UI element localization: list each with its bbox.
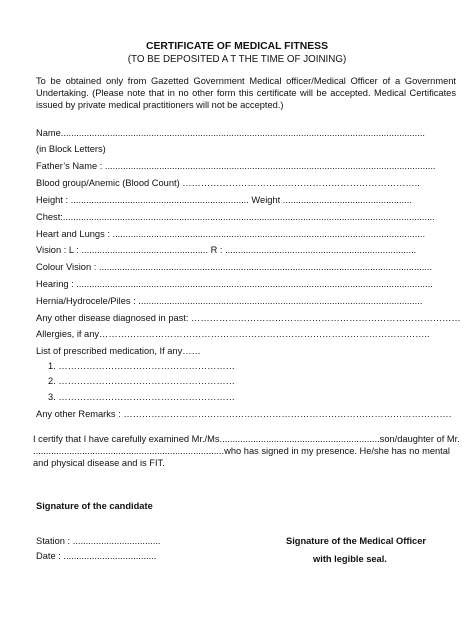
candidate-signature-label: Signature of the candidate bbox=[36, 501, 153, 511]
medication-item-1[interactable]: 1. ………………………………………………… bbox=[48, 361, 235, 371]
name-field[interactable]: Name............................................................................................................................................. bbox=[36, 128, 425, 138]
certification-paragraph bbox=[33, 433, 463, 469]
certification-line-3: and physical disease and is FIT. bbox=[33, 458, 165, 468]
medication-item-2[interactable]: 2. ………………………………………………… bbox=[48, 376, 235, 386]
hernia-field[interactable]: Hernia/Hydrocele/Piles : .............................................................................................................. bbox=[36, 296, 423, 306]
form-title: CERTIFICATE OF MEDICAL FITNESS bbox=[145, 41, 329, 52]
date-field[interactable]: Date : .................................... bbox=[36, 551, 157, 561]
remarks-field[interactable]: Any other Remarks : ……………………………………………………………………………………………. bbox=[36, 409, 452, 419]
colour-vision-field[interactable]: Colour Vision : ................................................................................................................................. bbox=[36, 262, 433, 272]
certification-line-1[interactable]: I certify that I have carefully examined Mr./Ms..............................................................son/daughter of Mr. bbox=[33, 434, 460, 444]
height-weight-field[interactable]: Height : ..................................................................... Weight .................................................. bbox=[36, 195, 412, 205]
other-disease-field[interactable]: Any other disease diagnosed in past: …………………………………………………………………………… bbox=[36, 313, 461, 323]
officer-signature-label: Signature of the Medical Officer bbox=[286, 536, 426, 546]
instructions-paragraph: To be obtained only from Gazetted Government Medical officer/Medical Officer of a Government Undertaking. (Please note that in no other form this certificate will be accepted. Medical Certificates issued by private medical practitioners will not be accepted.) bbox=[36, 76, 456, 110]
father-name-field[interactable]: Father’s Name : ................................................................................................................................ bbox=[36, 161, 436, 171]
station-field[interactable]: Station : .................................. bbox=[36, 536, 161, 546]
form-subtitle: (TO BE DEPOSITED A T THE TIME OF JOINING) bbox=[127, 54, 347, 65]
blood-group-field[interactable]: Blood group/Anemic (Blood Count) ………………………………………………………………….. bbox=[36, 178, 420, 188]
block-letters-note: (in Block Letters) bbox=[36, 144, 106, 154]
allergies-field[interactable]: Allergies, if any…………………………………………………………………………………………….. bbox=[36, 329, 430, 339]
legible-seal-note: with legible seal. bbox=[313, 554, 387, 564]
medication-label: List of prescribed medication, If any…… bbox=[36, 346, 201, 356]
hearing-field[interactable]: Hearing : .......................................................................................................................................... bbox=[36, 279, 433, 289]
vision-field[interactable]: Vision : L : ................................................. R : .......................................................................... bbox=[36, 245, 417, 255]
medication-item-3[interactable]: 3. ………………………………………………… bbox=[48, 392, 235, 402]
certification-line-2[interactable]: ..........................................................................who has signed in my presence. He/she has no mental bbox=[33, 446, 450, 456]
heart-lungs-field[interactable]: Heart and Lungs : ......................................................................................................................... bbox=[36, 229, 426, 239]
chest-field[interactable]: Chest:................................................................................................................................................ bbox=[36, 212, 435, 222]
